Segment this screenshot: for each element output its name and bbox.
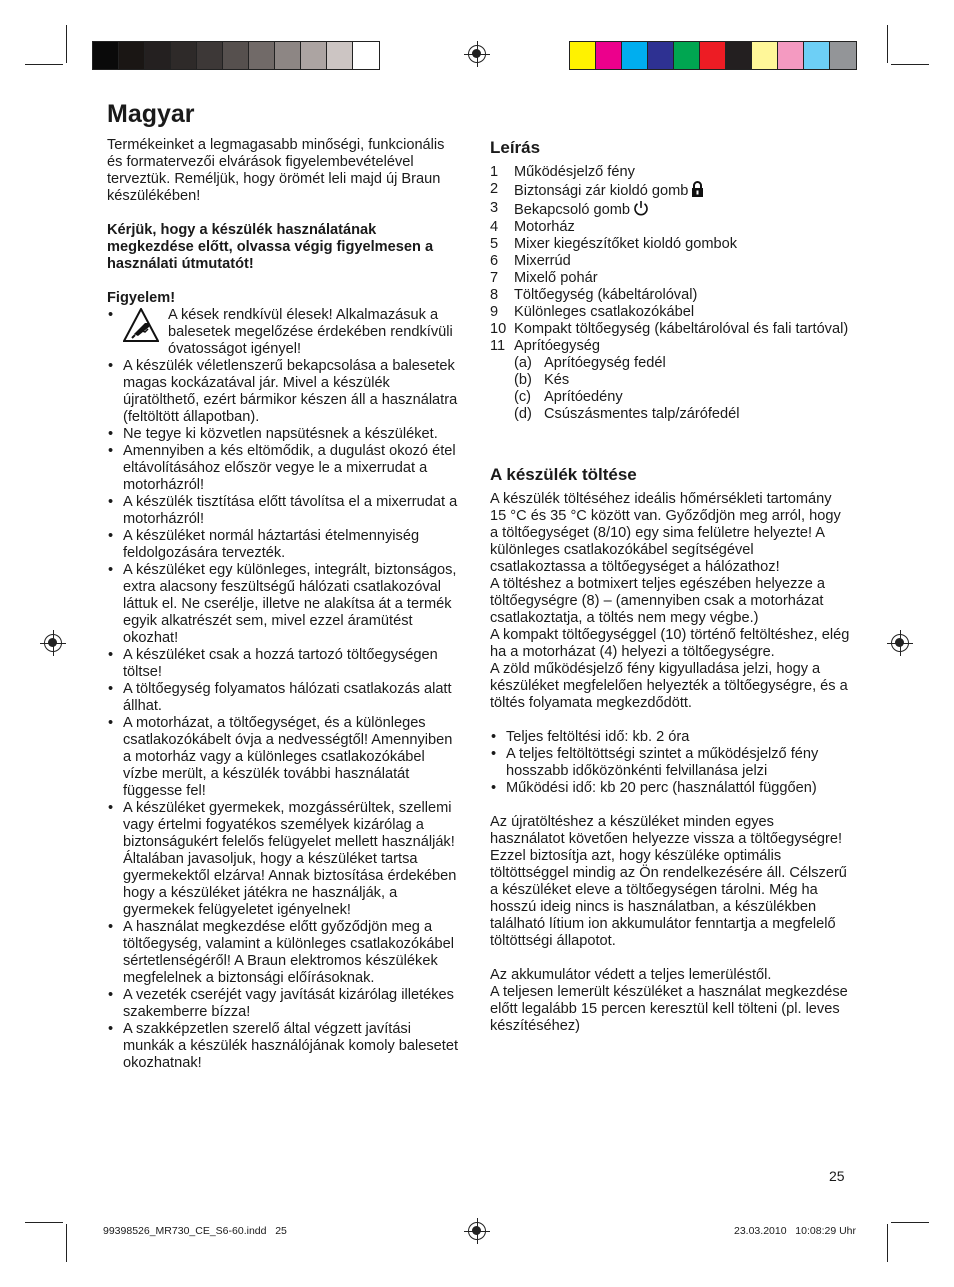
charging-bullet: • Működési idő: kb 20 perc (használattól függően) xyxy=(490,780,850,797)
text-line: A teljesen lemerült készüléket a használat megkezdése előtt legalább 15 percen keresztül kell tölteni (pl. leves készítéséhez) xyxy=(490,984,848,1034)
attention-label: Figyelem! xyxy=(107,290,176,306)
crop-mark xyxy=(887,25,888,63)
protection-paragraph xyxy=(490,967,850,1035)
part-label: Bekapcsoló gomb xyxy=(514,200,649,219)
part-item xyxy=(490,287,850,304)
registration-mark-icon xyxy=(468,45,486,63)
knife-warning-icon xyxy=(123,308,159,342)
color-swatch xyxy=(752,42,778,69)
part-label: Aprítóegység xyxy=(514,338,600,354)
subpart-label: Aprítóegység fedél xyxy=(544,355,666,371)
right-column xyxy=(490,137,850,1035)
part-number: 7 xyxy=(490,270,499,286)
power-icon xyxy=(633,200,649,216)
footer-file-name: 99398526_MR730_CE_S6-60.indd 25 xyxy=(103,1225,287,1237)
part-item xyxy=(490,304,850,321)
part-number: 3 xyxy=(490,200,499,216)
part-item xyxy=(490,253,850,270)
color-swatch xyxy=(830,42,856,69)
crop-mark xyxy=(891,1222,929,1223)
subpart-letter: (a) xyxy=(514,355,532,371)
grayscale-color-bar xyxy=(92,41,380,70)
part-label: Működésjelző fény xyxy=(514,164,635,180)
color-swatch xyxy=(249,42,275,69)
part-label: Mixerrúd xyxy=(514,253,571,269)
color-swatch xyxy=(197,42,223,69)
part-label: Mixelő pohár xyxy=(514,270,598,286)
subpart-item xyxy=(490,355,850,372)
registration-mark-icon xyxy=(468,1222,486,1240)
safety-item: • A készüléket egy különleges, integrált, biztonságos, extra alacsony feszültségű hálózati csatlakozóval láttuk el. Ne cserélje, illetve ne alakítsa át a termék egyik alkatrészét sem, mivel ezzel áramütést okozhat! xyxy=(107,562,462,647)
safety-item: • A készülék tisztítása előtt távolítsa el a mixerrudat a motorházról! xyxy=(107,494,462,528)
color-swatch xyxy=(648,42,674,69)
subpart-label: Csúszásmentes talp/zárófedél xyxy=(544,406,740,422)
safety-item xyxy=(107,307,462,358)
safety-item: • A készüléket csak a hozzá tartozó töltőegységen töltse! xyxy=(107,647,462,681)
subpart-label: Aprítóedény xyxy=(544,389,623,405)
color-swatch xyxy=(596,42,622,69)
part-item xyxy=(490,338,850,355)
part-label: Motorház xyxy=(514,219,575,235)
part-label: Töltőegység (kábeltárolóval) xyxy=(514,287,698,303)
safety-item: • A motorházat, a töltőegységet, és a különleges csatlakozókábelt óvja a nedvességtől! Amennyiben a motorház vagy a különleges csatlakozókábel vízbe merült, a készülék további használatát függesse fel! xyxy=(107,715,462,800)
subparts-list xyxy=(490,355,850,423)
knife-warning-text: • A kések rendkívül élesek! Alkalmazásuk a balesetek megelőzése érdekében rendkívüli óvatosságot igényel! xyxy=(168,307,453,357)
safety-item: • A használat megkezdése előtt győződjön meg a töltőegység, valamint a különleges csatlakozókábel sértetlenségéről! A Braun elektromos készülékek megfelelnek a biztonsági előírásoknak. xyxy=(107,919,462,987)
registration-mark-icon xyxy=(891,634,909,652)
color-swatch xyxy=(145,42,171,69)
subpart-item xyxy=(490,389,850,406)
part-number: 11 xyxy=(490,338,506,354)
lock-icon xyxy=(691,181,704,197)
crop-mark xyxy=(66,1224,67,1262)
left-column xyxy=(107,137,462,1072)
safety-item: • A töltőegység folyamatos hálózati csatlakozás alatt állhat. xyxy=(107,681,462,715)
safety-item: • A vezeték cseréjét vagy javítását kizárólag illetékes szakemberre bízza! xyxy=(107,987,462,1021)
description-heading: Leírás xyxy=(490,138,541,157)
part-label: Különleges csatlakozókábel xyxy=(514,304,695,320)
part-item xyxy=(490,270,850,287)
crop-mark xyxy=(25,1222,63,1223)
color-swatch xyxy=(804,42,830,69)
subpart-label: Kés xyxy=(544,372,570,388)
safety-item: • A készüléket gyermekek, mozgássérültek, szellemi vagy értelmi fogyatékos személyek kizárólag a biztonságukért felelős felügyelet mellett használják! Általában javasoljuk, hogy a készüléket tartsa gyermekektől elzárva! Annak biztosítása érdekében hogy a készüléket játékra ne használják, a gyermekek felügyeletet igényelnek! xyxy=(107,800,462,919)
color-swatch xyxy=(171,42,197,69)
safety-item: • A készüléket normál háztartási ételmennyiség feldolgozására tervezték. xyxy=(107,528,462,562)
page-title: Magyar xyxy=(107,100,195,128)
recharge-paragraph: Az újratöltéshez a készüléket minden egyes használatot követően helyezze vissza a töltőegységre! Ezzel biztosítja azt, hogy készüléke optimális töltöttséggel mindig az Ön rendelkezésére áll. Célszerű a készüléket eleve a töltőegységen tárolni. Még ha hosszú ideig nincs is használatban, a készülékben található lítium ion akkumulátor fenntartja a megfelelő töltöttségi állapotot. xyxy=(490,814,847,949)
charging-heading: A készülék töltése xyxy=(490,465,637,484)
part-number: 4 xyxy=(490,219,499,235)
safety-item: • A szakképzetlen szerelő által végzett javítási munkák a készülék használójának komoly balesetet okozhatnak! xyxy=(107,1021,462,1072)
part-number: 8 xyxy=(490,287,499,303)
subpart-item xyxy=(490,406,850,423)
color-swatch xyxy=(119,42,145,69)
color-swatch xyxy=(622,42,648,69)
text-line: A kompakt töltőegységgel (10) történő feltöltéshez, elég ha a motorházat (4) helyezi a töltőegységre. xyxy=(490,627,850,660)
part-number: 5 xyxy=(490,236,499,252)
charging-paragraph xyxy=(490,491,850,712)
color-swatch xyxy=(570,42,596,69)
process-color-bar xyxy=(569,41,857,70)
color-swatch xyxy=(327,42,353,69)
part-label: Biztonsági zár kioldó gomb xyxy=(514,181,704,200)
text-line: A zöld működésjelző fény kigyulladása jelzi, hogy a készüléket megfelelően helyezték a töltőegységre, és a töltés folyamata megkezdődött. xyxy=(490,661,848,711)
color-swatch xyxy=(778,42,804,69)
crop-mark xyxy=(887,1224,888,1262)
charging-bullets xyxy=(490,729,850,797)
safety-item: • Amennyiben a kés eltömődik, a dugulást okozó étel eltávolításához először vegye le a mixerrudat a motorházról! xyxy=(107,443,462,494)
part-item xyxy=(490,219,850,236)
subpart-item xyxy=(490,372,850,389)
page-number: 25 xyxy=(829,1168,845,1184)
crop-mark xyxy=(66,25,67,63)
part-number: 10 xyxy=(490,321,507,337)
charging-bullet: • Teljes feltöltési idő: kb. 2 óra xyxy=(490,729,850,746)
registration-mark-icon xyxy=(44,634,62,652)
footer-timestamp: 23.03.2010 10:08:29 Uhr xyxy=(734,1225,857,1237)
part-item xyxy=(490,321,850,338)
crop-mark xyxy=(25,64,63,65)
subpart-letter: (c) xyxy=(514,389,532,405)
part-number: 9 xyxy=(490,304,499,320)
color-swatch xyxy=(223,42,249,69)
color-swatch xyxy=(674,42,700,69)
color-swatch xyxy=(726,42,752,69)
subpart-letter: (d) xyxy=(514,406,532,422)
color-swatch xyxy=(301,42,327,69)
read-manual-notice: Kérjük, hogy a készülék használatának megkezdése előtt, olvassa végig figyelmesen a használati útmutatót! xyxy=(107,222,434,272)
part-item xyxy=(490,236,850,253)
part-item xyxy=(490,164,850,181)
part-item xyxy=(490,181,850,200)
safety-list xyxy=(107,307,462,1072)
subpart-letter: (b) xyxy=(514,372,532,388)
parts-list xyxy=(490,164,850,355)
color-swatch xyxy=(700,42,726,69)
safety-item: • A készülék véletlenszerű bekapcsolása a balesetek magas kockázatával jár. Mivel a készülék újratölthető, ezért bármikor készen áll a használatra (feltöltött állapotban). xyxy=(107,358,462,426)
text-line: A készülék töltéséhez ideális hőmérsékleti tartomány 15 °C és 35 °C között van. Győződjön meg arról, hogy a töltőegységet (8/10) egy sima felületre helyezte! A különleges csatlakozókábel segítségével csatlakoztassa a töltőegységet a hálózathoz! xyxy=(490,491,841,575)
color-swatch xyxy=(353,42,379,69)
intro-paragraph: Termékeinket a legmagasabb minőségi, funkcionális és formatervezői elvárások figyelembevételével terveztük. Reméljük, hogy örömét leli majd új Braun készülékében! xyxy=(107,137,445,204)
part-label: Kompakt töltőegység (kábeltárolóval és fali tartóval) xyxy=(514,321,849,337)
crop-mark xyxy=(891,64,929,65)
part-number: 1 xyxy=(490,164,499,180)
color-swatch xyxy=(93,42,119,69)
safety-item: • Ne tegye ki közvetlen napsütésnek a készüléket. xyxy=(107,426,462,443)
text-line: A töltéshez a botmixert teljes egészében helyezze a töltőegységre (8) – (amennyiben csak a motorházat csatlakoztatja, a töltés nem megy végbe.) xyxy=(490,576,826,626)
text-line: Az akkumulátor védett a teljes lemerüléstől. xyxy=(490,967,772,983)
part-number: 6 xyxy=(490,253,499,269)
charging-bullet: • A teljes feltöltöttségi szintet a működésjelző fény hosszabb időközönkénti felvillanása jelzi xyxy=(490,746,850,780)
color-swatch xyxy=(275,42,301,69)
part-number: 2 xyxy=(490,181,499,197)
part-label: Mixer kiegészítőket kioldó gombok xyxy=(514,236,738,252)
part-item xyxy=(490,200,850,219)
